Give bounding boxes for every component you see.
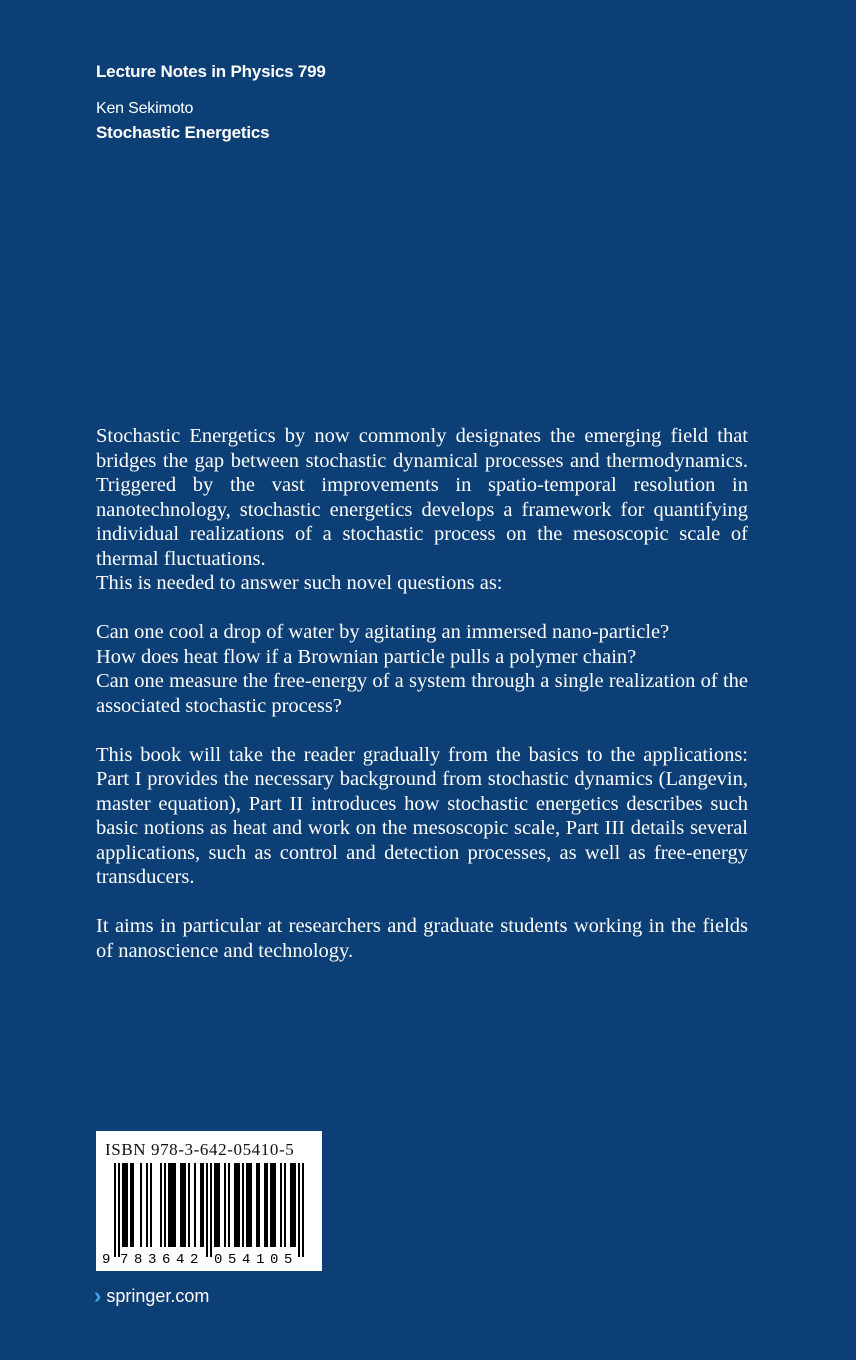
- barcode: [96, 1163, 322, 1271]
- barcode-bar: [302, 1163, 304, 1257]
- barcode-bar: [180, 1163, 182, 1247]
- series-title: Lecture Notes in Physics 799: [96, 62, 326, 81]
- chevron-right-icon: ›: [94, 1283, 102, 1308]
- barcode-digit: 7: [120, 1252, 129, 1268]
- barcode-digit: 4: [176, 1252, 185, 1268]
- barcode-bar: [184, 1163, 186, 1247]
- barcode-bar: [172, 1163, 174, 1247]
- barcode-bar: [124, 1163, 126, 1247]
- barcode-bar: [238, 1163, 240, 1247]
- barcode-bar: [294, 1163, 296, 1247]
- barcode-bar: [122, 1163, 124, 1247]
- barcode-bar: [126, 1163, 128, 1247]
- question-2: How does heat flow if a Brownian particle pulls a polymer chain?: [96, 645, 637, 668]
- barcode-bar: [164, 1163, 166, 1247]
- intro-paragraph-tail: This is needed to answer such novel questions as:: [96, 572, 503, 594]
- barcode-bar: [132, 1163, 134, 1247]
- barcode-digit: 5: [284, 1252, 293, 1268]
- barcode-digit: 9: [102, 1252, 111, 1268]
- barcode-bar: [150, 1163, 152, 1247]
- barcode-box: [96, 1131, 322, 1271]
- publisher-url[interactable]: springer.com: [106, 1285, 210, 1306]
- barcode-bar: [280, 1163, 282, 1247]
- barcode-bar: [114, 1163, 116, 1257]
- author-name: Ken Sekimoto: [96, 100, 194, 117]
- barcode-bar: [182, 1163, 184, 1247]
- barcode-bar: [146, 1163, 148, 1247]
- question-3: Can one measure the free-energy of a system through a single realization of the associated stochastic process?: [96, 670, 748, 717]
- barcode-digit: 8: [134, 1252, 143, 1268]
- barcode-bar: [236, 1163, 238, 1247]
- barcode-bar: [170, 1163, 172, 1247]
- barcode-bar: [292, 1163, 294, 1247]
- barcode-bar: [284, 1163, 286, 1247]
- barcode-bar: [140, 1163, 142, 1247]
- barcode-digit: 5: [228, 1252, 237, 1268]
- barcode-digit: 6: [162, 1252, 171, 1268]
- barcode-digit: 2: [190, 1252, 199, 1268]
- barcode-bar: [274, 1163, 276, 1247]
- barcode-bar: [272, 1163, 274, 1247]
- barcode-bar: [194, 1163, 196, 1247]
- back-cover-blurb: [96, 424, 748, 963]
- barcode-bar: [248, 1163, 250, 1247]
- audience-paragraph: It aims in particular at researchers and graduate students working in the fields of nanoscience and technology.: [96, 915, 748, 962]
- barcode-bar: [118, 1163, 120, 1257]
- publisher-link[interactable]: [94, 1283, 209, 1309]
- isbn-label: ISBN 978-3-642-05410-5: [105, 1140, 295, 1159]
- contents-paragraph: This book will take the reader gradually from the basics to the applications: Part I provides the necessary background from stochastic dynamics (Langevin, master equation), Part II introduces how stochastic energetics describes such basic notions as heat and work on the mesoscopic scale, Part III details several applications, such as control and detection processes, as well as free-energy transducers.: [96, 743, 748, 888]
- barcode-digit: 3: [148, 1252, 157, 1268]
- barcode-bar: [242, 1163, 244, 1247]
- barcode-bar: [200, 1163, 202, 1247]
- question-1: Can one cool a drop of water by agitating an immersed nano-particle?: [96, 621, 670, 643]
- barcode-bar: [174, 1163, 176, 1247]
- barcode-bar: [218, 1163, 220, 1247]
- barcode-bar: [160, 1163, 162, 1247]
- barcode-bar: [188, 1163, 190, 1247]
- barcode-bar: [214, 1163, 216, 1247]
- barcode-bar: [258, 1163, 260, 1247]
- barcode-bar: [246, 1163, 248, 1247]
- barcode-bar: [202, 1163, 204, 1247]
- barcode-digit: 1: [256, 1252, 265, 1268]
- book-title: Stochastic Energetics: [96, 123, 270, 142]
- barcode-digit: 0: [270, 1252, 279, 1268]
- barcode-bar: [130, 1163, 132, 1247]
- barcode-bar: [234, 1163, 236, 1247]
- barcode-bar: [298, 1163, 300, 1257]
- barcode-bar: [256, 1163, 258, 1247]
- barcode-bar: [216, 1163, 218, 1247]
- barcode-bar: [250, 1163, 252, 1247]
- barcode-bar: [264, 1163, 266, 1247]
- barcode-bar: [224, 1163, 226, 1247]
- barcode-bar: [266, 1163, 268, 1247]
- barcode-digit: 4: [242, 1252, 251, 1268]
- barcode-bar: [270, 1163, 272, 1247]
- intro-paragraph: Stochastic Energetics by now commonly designates the emerging field that bridges the gap between stochastic dynamical processes and thermodynamics. Triggered by the vast improvements in spatio-temporal resolution in nanotechnology, stochastic energetics develops a framework for quantifying individual realizations of a stochastic process on the mesoscopic scale of thermal fluctuations.: [96, 425, 748, 570]
- barcode-bar: [228, 1163, 230, 1247]
- barcode-digit: 0: [214, 1252, 223, 1268]
- barcode-bar: [290, 1163, 292, 1247]
- barcode-bar: [168, 1163, 170, 1247]
- barcode-bar: [206, 1163, 208, 1257]
- barcode-bar: [210, 1163, 212, 1257]
